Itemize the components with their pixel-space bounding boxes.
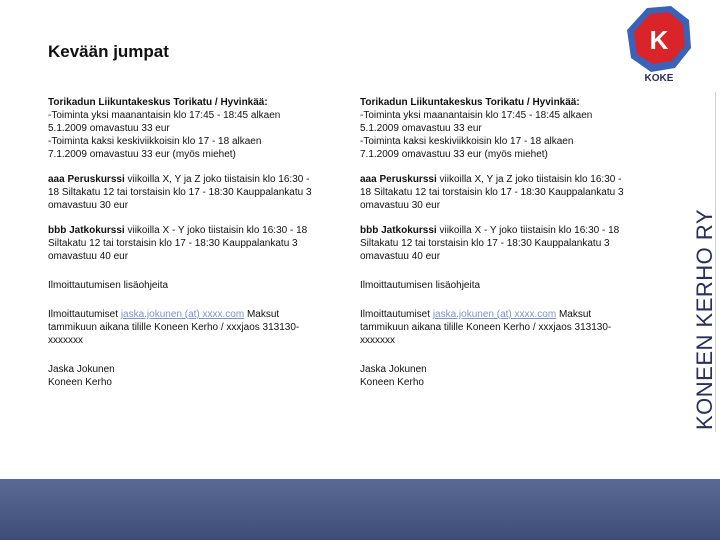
venue-title: Torikadun Liikuntakeskus Torikatu / Hyvinkää: xyxy=(360,97,580,108)
signup-email-link[interactable]: jaska.jokunen (at) xxxx.com xyxy=(120,309,245,320)
course-basic-name: aaa Peruskurssi xyxy=(360,174,437,185)
course-basic xyxy=(48,173,318,212)
signup-prefix: Ilmoittautumiset xyxy=(48,309,121,320)
venue-line: -Toiminta yksi maanantaisin klo 17:45 - 18:45 alkaen xyxy=(48,110,281,121)
instructions-heading: Ilmoittautumisen lisäohjeita xyxy=(360,280,481,291)
venue-line: -Toiminta kaksi keskiviikkoisin klo 17 - 18 alkaen xyxy=(360,136,574,147)
venue-title: Torikadun Liikuntakeskus Torikatu / Hyvinkää: xyxy=(48,97,268,108)
instructions-heading: Ilmoittautumisen lisäohjeita xyxy=(48,280,169,291)
signup-email-link[interactable]: jaska.jokunen (at) xxxx.com xyxy=(432,309,557,320)
signup-info xyxy=(360,308,630,347)
logo-letter: K xyxy=(649,25,669,55)
side-org-name: KONEEN KERHO RY xyxy=(692,208,717,430)
course-advanced xyxy=(48,224,318,263)
signature xyxy=(48,363,318,389)
logo-text: KOKE xyxy=(644,73,674,84)
content-column-left xyxy=(48,96,318,401)
course-basic-text: viikoilla X, Y ja Z joko tiistaisin klo 16:30 - 18 Siltakatu 12 tai torstaisin klo 17 - 18:30 Kauppalankatu 3 omavastuu 30 eur xyxy=(360,174,624,211)
signer-name: Jaska Jokunen xyxy=(48,364,115,375)
course-advanced xyxy=(360,224,630,263)
course-basic-name: aaa Peruskurssi xyxy=(48,174,125,185)
signer-name: Jaska Jokunen xyxy=(360,364,427,375)
course-advanced-text: viikoilla X - Y joko tiistaisin klo 16:30 - 18 Siltakatu 12 tai torstaisin klo 17 - 18:30 Kauppalankatu 3 omavastuu 40 eur xyxy=(360,225,620,262)
page-title: Kevään jumpat xyxy=(48,42,169,61)
course-basic xyxy=(360,173,630,212)
content-column-right xyxy=(360,96,630,401)
course-basic-text: viikoilla X, Y ja Z joko tiistaisin klo 16:30 - 18 Siltakatu 12 tai torstaisin klo 17 - 18:30 Kauppalankatu 3 omavastuu 30 eur xyxy=(48,174,312,211)
venue-line: 5.1.2009 omavastuu 33 eur xyxy=(48,123,170,134)
signup-prefix: Ilmoittautumiset xyxy=(360,309,433,320)
signature xyxy=(360,363,630,389)
signer-org: Koneen Kerho xyxy=(360,377,424,388)
koke-logo-icon xyxy=(625,6,720,86)
signer-org: Koneen Kerho xyxy=(48,377,112,388)
venue-line: 7.1.2009 omavastuu 33 eur (myös miehet) xyxy=(360,149,548,160)
course-advanced-text: viikoilla X - Y joko tiistaisin klo 16:30 - 18 Siltakatu 12 tai torstaisin klo 17 - 18:30 Kauppalankatu 3 omavastuu 40 eur xyxy=(48,225,308,262)
course-advanced-name: bbb Jatkokurssi xyxy=(48,225,125,236)
signup-rest: Maksut tammikuun aikana tilille Koneen Kerho / xxxjaos 313130-xxxxxxx xyxy=(360,309,612,346)
venue-block xyxy=(360,96,630,161)
signup-rest: Maksut tammikuun aikana tilille Koneen Kerho / xxxjaos 313130-xxxxxxx xyxy=(48,309,300,346)
venue-line: 7.1.2009 omavastuu 33 eur (myös miehet) xyxy=(48,149,236,160)
footer-band xyxy=(0,479,720,540)
venue-line: -Toiminta yksi maanantaisin klo 17:45 - 18:45 alkaen xyxy=(360,110,593,121)
signup-info xyxy=(48,308,318,347)
koke-logo xyxy=(625,6,720,86)
course-advanced-name: bbb Jatkokurssi xyxy=(360,225,437,236)
venue-block xyxy=(48,96,318,161)
venue-line: 5.1.2009 omavastuu 33 eur xyxy=(360,123,482,134)
venue-line: -Toiminta kaksi keskiviikkoisin klo 17 - 18 alkaen xyxy=(48,136,262,147)
